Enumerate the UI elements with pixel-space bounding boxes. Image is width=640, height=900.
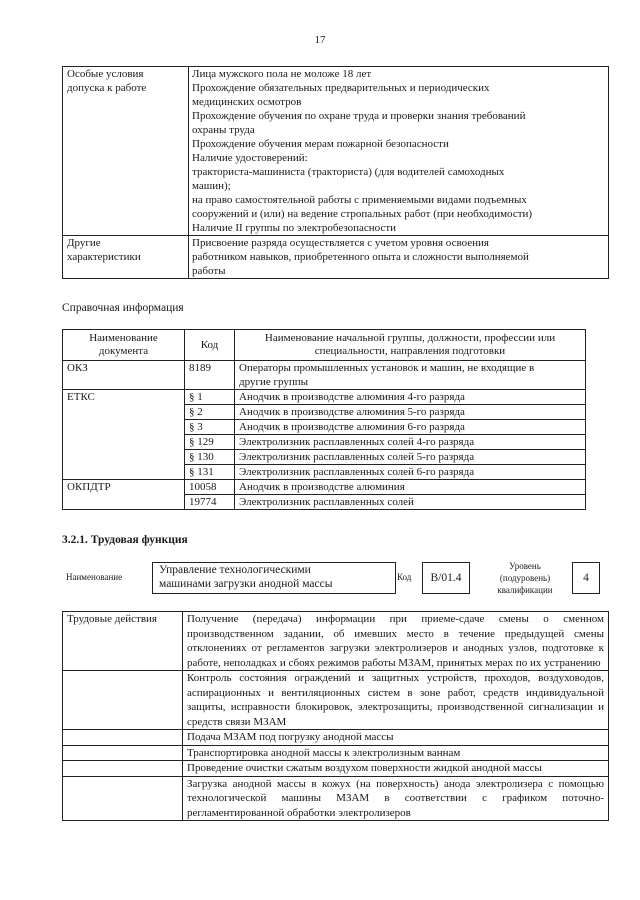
cell-code: § 1 [185, 390, 235, 405]
table-row [63, 361, 586, 390]
cell-code: 8189 [185, 361, 235, 390]
table-header-row [63, 330, 586, 361]
cell-document: ЕТКС [63, 390, 185, 405]
table-row [63, 495, 586, 510]
table-row [63, 405, 586, 420]
cell-document: ОКПДТР [63, 480, 185, 495]
actions-label-cont [63, 730, 183, 746]
cell-name: Электролизник расплавленных солей 6-го разряда [235, 465, 586, 480]
condition-label: Другие характеристики [63, 236, 189, 279]
table-row [63, 671, 609, 730]
reference-heading: Справочная информация [62, 302, 184, 314]
cell-document: ОКЗ [63, 361, 185, 390]
header-name: Наименование начальной группы, должности, профессии или специальности, направления подготовки [235, 330, 586, 361]
action-item: Подача МЗАМ под погрузку анодной массы [183, 730, 609, 746]
cell-name: Операторы промышленных установок и машин, не входящие в другие группы [235, 361, 586, 390]
table-row [63, 67, 609, 236]
action-item: Загрузка анодной массы в кожух (на поверхность) анода электролизера с помощью технологической машины МЗАМ в соответствии с графиком поточно-регламентированной обработки электролизеров [183, 776, 609, 821]
actions-label-cont [63, 745, 183, 761]
cell-code: § 130 [185, 450, 235, 465]
cell-name: Электролизник расплавленных солей [235, 495, 586, 510]
table-row [63, 465, 586, 480]
action-item: Транспортировка анодной массы к электролизным ваннам [183, 745, 609, 761]
condition-label: Особые условия допуска к работе [63, 67, 189, 236]
table-row [63, 420, 586, 435]
cell-name: Анодчик в производстве алюминия 6-го разряда [235, 420, 586, 435]
table-row [63, 450, 586, 465]
cell-name: Анодчик в производстве алюминия 5-го разряда [235, 405, 586, 420]
table-row [63, 612, 609, 671]
cell-code: § 131 [185, 465, 235, 480]
action-item: Контроль состояния ограждений и защитных устройств, проходов, воздуховодов, аспирационных и вентиляционных систем в зоне работ, средств индивидуальной защиты, исправности блокировок, электрозащиты, производственной сигнализации и средств связи МЗАМ [183, 671, 609, 730]
condition-value: Присвоение разряда осуществляется с учетом уровня освоения работником навыков, приобретенного опыта и сложности выполняемой работы [189, 236, 609, 279]
cell-document [63, 465, 185, 480]
function-code: В/01.4 [422, 562, 470, 594]
function-header [62, 556, 609, 602]
function-level-label: Уровень (подуровень) квалификации [497, 561, 553, 595]
cell-document [63, 495, 185, 510]
table-row [63, 745, 609, 761]
cell-document [63, 420, 185, 435]
function-level: 4 [572, 562, 600, 594]
table-row [63, 236, 609, 279]
actions-table [62, 611, 609, 821]
function-name-label: Наименование [66, 572, 123, 582]
cell-code: 19774 [185, 495, 235, 510]
cell-document [63, 435, 185, 450]
cell-name: Электролизник расплавленных солей 5-го разряда [235, 450, 586, 465]
cell-code: 10058 [185, 480, 235, 495]
cell-code: § 3 [185, 420, 235, 435]
cell-code: § 2 [185, 405, 235, 420]
table-row [63, 480, 586, 495]
condition-value: Лица мужского пола не моложе 18 лет Прохождение обязательных предварительных и периодических медицинских осмотров Прохождение обучения по охране труда и проверки знания требований охраны труда Прохождение обучения мерам пожарной безопасности Наличие удостоверений: тракториста-машиниста (тракториста) (для водителей самоходных машин); на право самостоятельной работы с применяемыми видами подъемных сооружений и (или) на ведение стропальных работ (при необходимости) Наличие II группы по электробезопасности [189, 67, 609, 236]
actions-label-cont [63, 776, 183, 821]
table-row [63, 730, 609, 746]
cell-name: Анодчик в производстве алюминия 4-го разряда [235, 390, 586, 405]
actions-label: Трудовые действия [63, 612, 183, 671]
cell-document [63, 405, 185, 420]
header-document: Наименование документа [63, 330, 185, 361]
action-item: Проведение очистки сжатым воздухом поверхности жидкой анодной массы [183, 761, 609, 777]
table-row [63, 435, 586, 450]
cell-name: Электролизник расплавленных солей 4-го разряда [235, 435, 586, 450]
function-code-label: Код [397, 572, 412, 582]
table-row [63, 390, 586, 405]
cell-document [63, 450, 185, 465]
actions-label-cont [63, 761, 183, 777]
action-item: Получение (передача) информации при приеме-сдаче смены о сменном производственном задании, об имевших место в течение предыдущей смены отклонениях от регламентов загрузки электролизеров и анодных узлов, подготовке к работе, неполадках и сбоях режимов работы МЗАМ, принятых мерах по их устранению [183, 612, 609, 671]
page-number: 17 [314, 34, 326, 46]
conditions-table [62, 66, 609, 279]
reference-table [62, 329, 586, 510]
table-row [63, 776, 609, 821]
table-row [63, 761, 609, 777]
cell-code: § 129 [185, 435, 235, 450]
header-code: Код [185, 330, 235, 361]
function-name: Управление технологическими машинами загрузки анодной массы [152, 562, 396, 594]
section-title: 3.2.1. Трудовая функция [62, 534, 188, 546]
actions-label-cont [63, 671, 183, 730]
cell-name: Анодчик в производстве алюминия [235, 480, 586, 495]
